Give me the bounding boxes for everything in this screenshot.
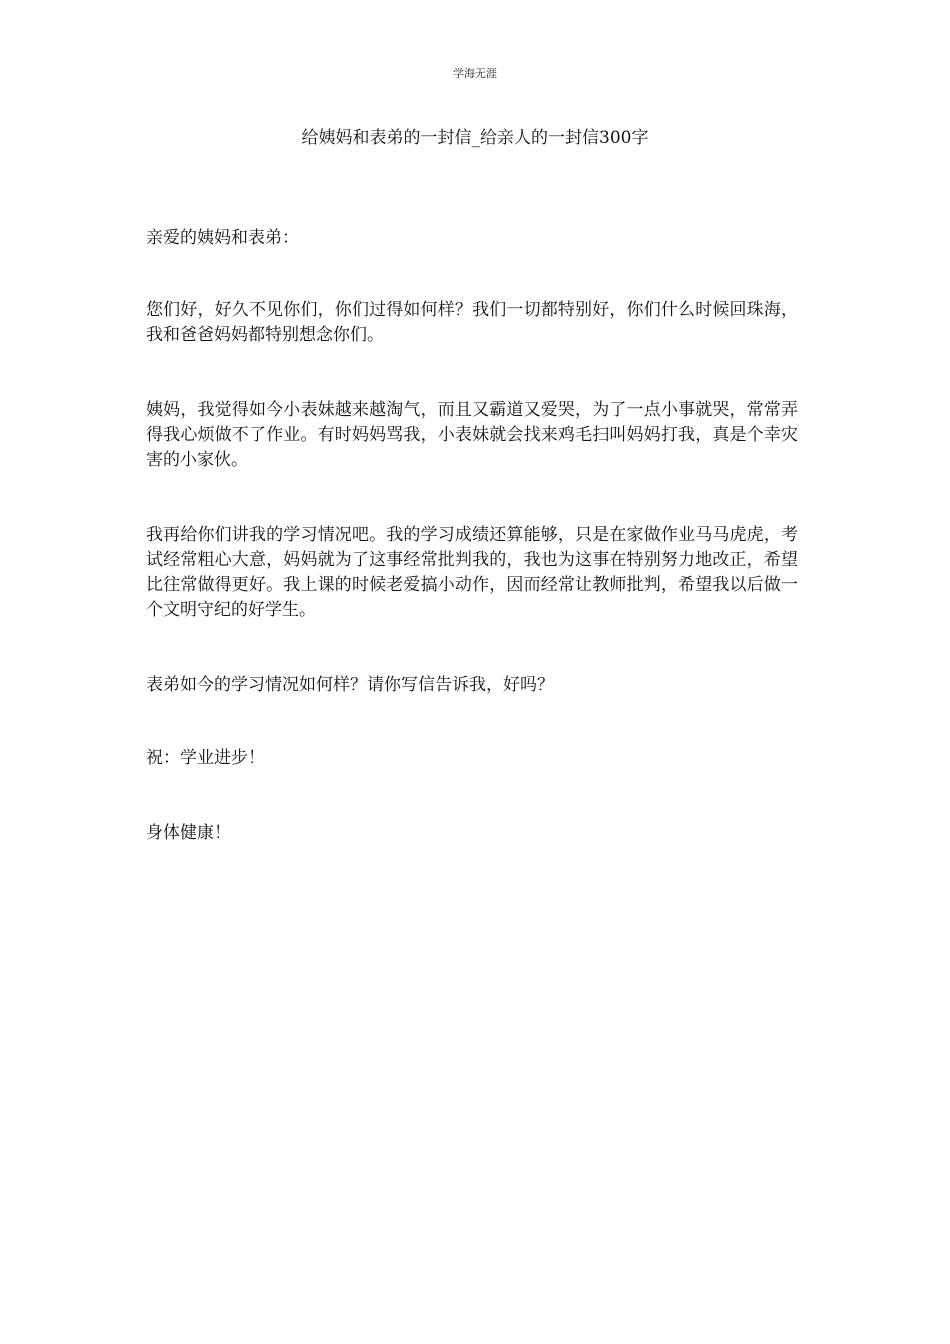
page-header: 学海无涯 — [453, 67, 497, 80]
closing-health: 身体健康！ — [146, 823, 231, 843]
document-title: 给姨妈和表弟的一封信_给亲人的一封信300字 — [301, 128, 649, 148]
paragraph-question: 表弟如今的学习情况如何样？请你写信告诉我，好吗？ — [146, 675, 554, 695]
paragraph-greeting: 您们好，好久不见你们，你们过得如何样？我们一切都特别好，你们什么时候回珠海，我和爸爸妈妈都特别想念你们。 — [146, 300, 798, 345]
paragraph-cousin: 姨妈，我觉得如今小表妹越来越淘气，而且又霸道又爱哭，为了一点小事就哭，常常弄得我心烦做不了作业。有时妈妈骂我，小表妹就会找来鸡毛扫叫妈妈打我，真是个幸灾害的小家伙。 — [146, 400, 798, 470]
paragraph-study: 我再给你们讲我的学习情况吧。我的学习成绩还算能够，只是在家做作业马马虎虎，考试经常粗心大意，妈妈就为了这事经常批判我的，我也为这事在特别努力地改正，希望比往常做得更好。我上课的时候老爱搞小动作，因而经常让教师批判，希望我以后做一个文明守纪的好学生。 — [146, 525, 798, 620]
salutation: 亲爱的姨妈和表弟： — [146, 228, 299, 248]
closing-wish: 祝：学业进步！ — [146, 748, 265, 768]
